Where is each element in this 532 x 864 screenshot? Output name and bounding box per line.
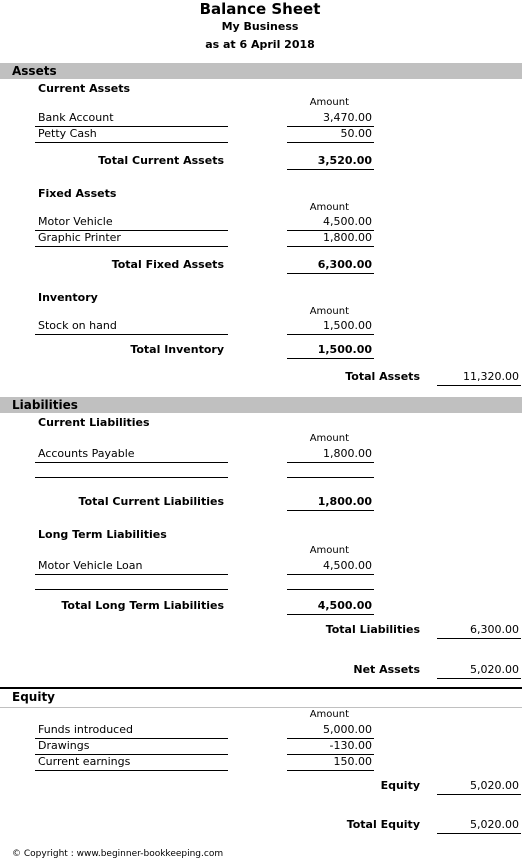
table-row bbox=[0, 111, 380, 127]
equity-divider bbox=[0, 687, 522, 689]
row-label: Bank Account bbox=[38, 111, 114, 124]
current-liabilities-heading: Current Liabilities bbox=[38, 416, 150, 429]
row-amount: 4,500.00 bbox=[323, 559, 372, 572]
row-amount: 1,500.00 bbox=[323, 319, 372, 332]
assets-section-band bbox=[0, 63, 522, 79]
blank-line bbox=[287, 589, 374, 590]
row-label: Motor Vehicle Loan bbox=[38, 559, 143, 572]
subtotal-amount: 4,500.00 bbox=[317, 599, 372, 612]
table-row bbox=[0, 447, 380, 463]
table-row bbox=[0, 723, 380, 739]
total-equity-amount: 5,020.00 bbox=[470, 818, 519, 831]
blank-line bbox=[287, 477, 374, 478]
row-label: Drawings bbox=[38, 739, 90, 752]
subtotal-row bbox=[0, 495, 380, 513]
table-row bbox=[0, 739, 380, 755]
amount-header: Amount bbox=[309, 202, 349, 213]
subtotal-row bbox=[0, 154, 380, 172]
row-label: Funds introduced bbox=[38, 723, 133, 736]
table-row bbox=[0, 319, 380, 335]
liabilities-section-band bbox=[0, 397, 522, 413]
table-row bbox=[0, 127, 380, 143]
total-assets-row bbox=[0, 370, 522, 388]
total-assets-label: Total Assets bbox=[345, 370, 420, 383]
subtotal-row bbox=[0, 343, 380, 361]
fixed-assets-heading: Fixed Assets bbox=[38, 187, 117, 200]
row-amount: 5,000.00 bbox=[323, 723, 372, 736]
liabilities-section-title: Liabilities bbox=[12, 398, 78, 412]
copyright-footer: © Copyright : www.beginner-bookkeeping.com bbox=[12, 849, 224, 859]
subtotal-label: Total Current Assets bbox=[98, 154, 224, 167]
total-liabilities-row bbox=[0, 623, 522, 641]
subtotal-row bbox=[0, 599, 380, 617]
equity-section-title: Equity bbox=[12, 690, 56, 704]
subtotal-label: Total Inventory bbox=[130, 343, 224, 356]
net-assets-label: Net Assets bbox=[353, 663, 420, 676]
total-liabilities-label: Total Liabilities bbox=[325, 623, 420, 636]
amount-header: Amount bbox=[309, 433, 349, 444]
subtotal-amount: 1,800.00 bbox=[317, 495, 372, 508]
long-term-liabilities-heading: Long Term Liabilities bbox=[38, 528, 167, 541]
row-label: Accounts Payable bbox=[38, 447, 135, 460]
row-amount: 1,800.00 bbox=[323, 447, 372, 460]
equity-total-row bbox=[0, 779, 522, 797]
row-amount: 50.00 bbox=[340, 127, 372, 140]
subtotal-row bbox=[0, 258, 380, 276]
subtotal-amount: 6,300.00 bbox=[317, 258, 372, 271]
report-date: as at 6 April 2018 bbox=[205, 38, 315, 51]
equity-amount: 5,020.00 bbox=[470, 779, 519, 792]
table-row bbox=[0, 755, 380, 771]
row-amount: 1,800.00 bbox=[323, 231, 372, 244]
row-amount: 3,470.00 bbox=[323, 111, 372, 124]
subtotal-amount: 3,520.00 bbox=[317, 154, 372, 167]
current-assets-heading: Current Assets bbox=[38, 82, 131, 95]
total-equity-row bbox=[0, 818, 522, 836]
amount-header: Amount bbox=[309, 97, 349, 108]
amount-header: Amount bbox=[309, 709, 349, 720]
page-title: Balance Sheet bbox=[199, 0, 321, 18]
subtotal-label: Total Long Term Liabilities bbox=[61, 599, 224, 612]
row-amount: 150.00 bbox=[333, 755, 372, 768]
assets-section-title: Assets bbox=[12, 64, 57, 78]
table-row bbox=[0, 215, 380, 231]
net-assets-row bbox=[0, 663, 522, 681]
total-liabilities-amount: 6,300.00 bbox=[470, 623, 519, 636]
blank-line bbox=[35, 589, 228, 590]
row-label: Current earnings bbox=[38, 755, 131, 768]
table-row bbox=[0, 559, 380, 575]
blank-line bbox=[35, 477, 228, 478]
subtotal-amount: 1,500.00 bbox=[317, 343, 372, 356]
total-equity-label: Total Equity bbox=[346, 818, 420, 831]
row-label: Stock on hand bbox=[38, 319, 117, 332]
subtotal-label: Total Fixed Assets bbox=[111, 258, 224, 271]
row-amount: -130.00 bbox=[329, 739, 372, 752]
row-amount: 4,500.00 bbox=[323, 215, 372, 228]
row-label: Motor Vehicle bbox=[38, 215, 113, 228]
amount-header: Amount bbox=[309, 545, 349, 556]
row-label: Petty Cash bbox=[38, 127, 97, 140]
table-row bbox=[0, 231, 380, 247]
subtotal-label: Total Current Liabilities bbox=[78, 495, 224, 508]
net-assets-amount: 5,020.00 bbox=[470, 663, 519, 676]
amount-header: Amount bbox=[309, 306, 349, 317]
inventory-heading: Inventory bbox=[38, 291, 98, 304]
equity-label: Equity bbox=[380, 779, 420, 792]
equity-underline bbox=[0, 707, 522, 708]
business-name: My Business bbox=[221, 20, 299, 33]
total-assets-amount: 11,320.00 bbox=[463, 370, 519, 383]
row-label: Graphic Printer bbox=[38, 231, 121, 244]
